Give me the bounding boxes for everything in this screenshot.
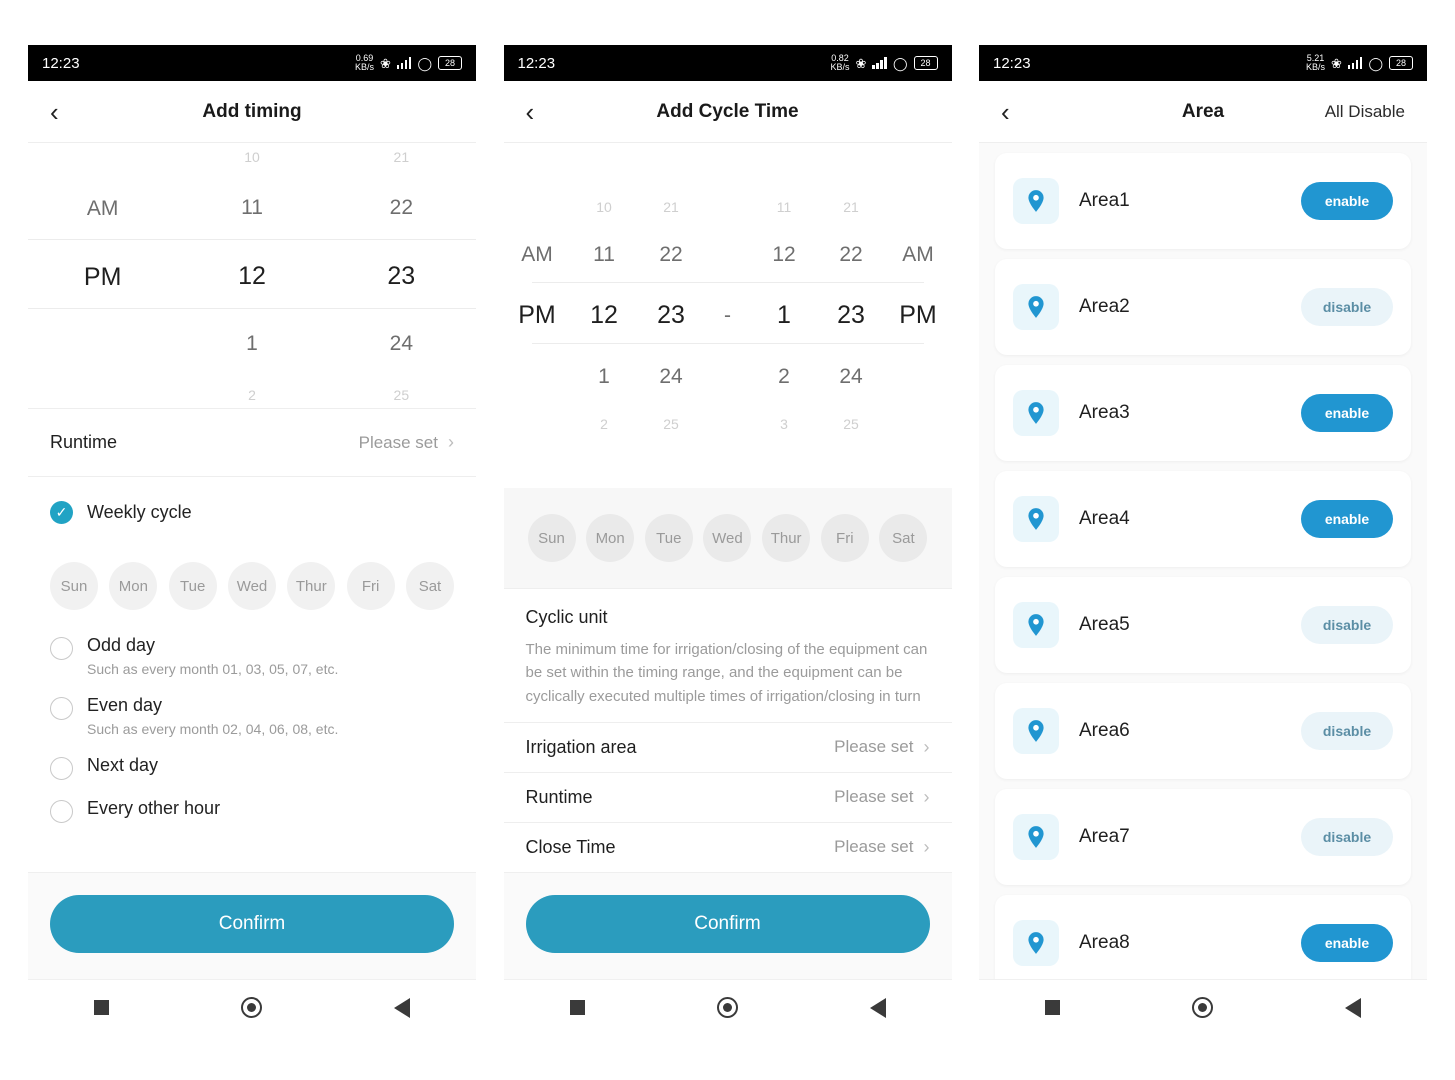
cyclic-unit-title: Cyclic unit — [525, 607, 608, 627]
picker-item[interactable]: 22 — [389, 195, 413, 219]
chevron-left-icon[interactable]: ‹ — [525, 96, 535, 127]
picker-item[interactable]: 3 — [780, 416, 788, 432]
location-pin-icon — [1013, 178, 1059, 224]
title-bar — [28, 81, 476, 143]
weekday-selector[interactable] — [504, 488, 952, 588]
chevron-right-icon: › — [923, 786, 930, 807]
picker-item[interactable]: 21 — [393, 148, 410, 165]
picker-item[interactable]: 25 — [843, 416, 859, 432]
picker-item-selected[interactable]: 23 — [837, 301, 865, 329]
back-icon[interactable] — [1345, 998, 1361, 1018]
chevron-right-icon: › — [923, 836, 930, 857]
weekday-fri[interactable]: Fri — [347, 562, 395, 610]
area-name: Area4 — [1079, 508, 1130, 529]
confirm-button[interactable]: Confirm — [50, 895, 454, 953]
location-pin-icon — [1013, 814, 1059, 860]
row-value: Please set — [834, 787, 914, 807]
status-bar — [979, 45, 1427, 81]
picker-item[interactable]: 10 — [596, 199, 612, 215]
chevron-left-icon[interactable]: ‹ — [1001, 96, 1010, 127]
picker-item-selected[interactable]: PM — [518, 301, 556, 329]
row-label: Close Time — [525, 836, 616, 857]
option-sublabel: Such as every month 01, 03, 05, 07, etc. — [87, 661, 339, 677]
screen2-body — [504, 143, 952, 979]
status-time: 12:23 — [993, 54, 1031, 72]
screen1-body — [28, 143, 476, 979]
picker-range-separator — [705, 143, 751, 488]
option-next-day[interactable] — [50, 746, 454, 789]
picker-column-minute[interactable] — [327, 143, 476, 408]
picker-column-end-meridiem[interactable] — [885, 143, 952, 488]
picker-item[interactable]: 22 — [839, 243, 863, 266]
radio-icon[interactable] — [50, 757, 73, 780]
weekday-mon[interactable]: Mon — [109, 562, 157, 610]
picker-column-end-hour[interactable] — [751, 143, 818, 488]
area-row[interactable] — [995, 365, 1411, 461]
picker-item[interactable]: 24 — [839, 365, 863, 388]
picker-column-start-hour[interactable] — [571, 143, 638, 488]
picker-item[interactable]: 25 — [393, 386, 410, 403]
picker-item[interactable]: 11 — [593, 243, 615, 266]
area-name: Area7 — [1079, 826, 1130, 847]
picker-column-meridiem[interactable] — [28, 143, 177, 408]
radio-icon[interactable] — [50, 637, 73, 660]
battery-icon: 28 — [914, 56, 938, 70]
picker-item-selected[interactable]: 12 — [238, 261, 266, 290]
time-picker[interactable] — [28, 143, 476, 408]
status-time: 12:23 — [517, 54, 556, 72]
status-icons — [355, 54, 462, 73]
back-icon[interactable] — [394, 998, 410, 1018]
home-icon[interactable] — [1192, 997, 1213, 1018]
picker-item[interactable]: 1 — [598, 365, 610, 388]
area-row[interactable] — [995, 895, 1411, 979]
area-state-button[interactable]: disable — [1301, 712, 1393, 750]
picker-item[interactable]: 11 — [241, 195, 263, 219]
row-label: Irrigation area — [525, 736, 637, 757]
picker-item-selected[interactable]: 12 — [590, 301, 618, 329]
row-value: Please set — [834, 837, 914, 857]
area-row[interactable] — [995, 153, 1411, 249]
status-time: 12:23 — [42, 54, 80, 72]
signal-icon — [872, 57, 887, 69]
picker-item[interactable]: 21 — [843, 199, 859, 215]
area-name: Area5 — [1079, 614, 1130, 635]
row-runtime-label: Runtime — [50, 432, 118, 452]
wifi-icon: ◯ — [892, 55, 908, 71]
network-speed-indicator: 0.69 KB/s — [355, 52, 375, 72]
screen-area-list — [979, 45, 1427, 1035]
area-name: Area8 — [1079, 932, 1130, 953]
home-icon[interactable] — [717, 997, 738, 1018]
network-speed-indicator: 0.82 KB/s — [830, 52, 850, 72]
picker-item[interactable]: 25 — [663, 416, 679, 432]
picker-item-selected[interactable]: 23 — [387, 261, 416, 290]
location-pin-icon — [1013, 708, 1059, 754]
area-row[interactable] — [995, 471, 1411, 567]
area-row[interactable] — [995, 789, 1411, 885]
picker-item-selected[interactable]: PM — [83, 263, 122, 292]
area-name: Area1 — [1079, 190, 1130, 211]
location-pin-icon — [1013, 284, 1059, 330]
status-icons — [831, 54, 938, 73]
picker-column-end-minute[interactable] — [818, 143, 885, 488]
separator-label: - — [724, 304, 731, 327]
picker-column-hour[interactable] — [177, 143, 326, 408]
location-pin-icon — [1013, 390, 1059, 436]
home-icon[interactable] — [241, 997, 262, 1018]
weekday-selector[interactable] — [50, 548, 454, 626]
battery-icon: 28 — [438, 56, 462, 70]
cyclic-unit-description: The minimum time for irrigation/closing of the equipment can be set within the timing range, and the equipment can be cyclically executed multiple times of irrigation/closing in turn — [525, 641, 928, 705]
area-state-button[interactable]: disable — [1301, 288, 1393, 326]
wifi-icon: ◯ — [417, 55, 432, 71]
bluetooth-icon: ❀ — [855, 55, 867, 71]
recents-icon[interactable] — [570, 1000, 585, 1015]
recents-icon[interactable] — [94, 1000, 109, 1015]
picker-item[interactable]: 21 — [663, 199, 679, 215]
picker-item[interactable]: 24 — [659, 365, 683, 388]
option-odd-day[interactable] — [50, 626, 454, 686]
picker-item[interactable]: 2 — [600, 416, 608, 432]
signal-icon — [397, 57, 412, 69]
weekday-mon[interactable]: Mon — [586, 514, 634, 562]
area-name: Area2 — [1079, 296, 1130, 317]
radio-icon[interactable] — [50, 800, 73, 823]
status-icons — [1306, 54, 1413, 73]
weekday-tue[interactable]: Tue — [645, 514, 693, 562]
weekday-sun[interactable]: Sun — [50, 562, 98, 610]
weekday-wed[interactable]: Wed — [228, 562, 276, 610]
option-label: Every other hour — [87, 798, 221, 818]
picker-item-selected[interactable]: 23 — [657, 301, 685, 329]
screen-add-cycle-time — [504, 45, 952, 1035]
area-state-button[interactable]: enable — [1301, 500, 1393, 538]
option-every-other-hour[interactable] — [50, 789, 454, 832]
title-bar — [504, 81, 952, 143]
cyclic-unit-block — [504, 588, 952, 722]
all-disable-button[interactable]: All Disable — [1324, 101, 1405, 121]
picker-item[interactable]: 11 — [776, 199, 792, 215]
picker-column-start-meridiem[interactable] — [504, 143, 571, 488]
row-value: Please set — [834, 737, 914, 757]
confirm-area — [28, 872, 476, 979]
option-label: Even day — [87, 695, 163, 715]
weekday-sat[interactable]: Sat — [879, 514, 927, 562]
check-icon: ✓ — [50, 501, 73, 524]
picker-item[interactable]: 2 — [778, 365, 790, 388]
confirm-button[interactable]: Confirm — [526, 895, 930, 953]
confirm-area — [504, 872, 952, 979]
title-bar — [979, 81, 1427, 143]
chevron-left-icon[interactable]: ‹ — [50, 96, 59, 127]
chevron-right-icon: › — [923, 736, 930, 757]
picker-item[interactable]: AM — [902, 243, 934, 266]
row-runtime[interactable] — [504, 772, 952, 822]
area-row[interactable] — [995, 259, 1411, 355]
option-label: Next day — [87, 755, 159, 775]
weekday-thur[interactable]: Thur — [287, 562, 335, 610]
area-name: Area3 — [1079, 402, 1130, 423]
location-pin-icon — [1013, 496, 1059, 542]
page-title: Add timing — [202, 100, 302, 122]
radio-icon[interactable] — [50, 697, 73, 720]
status-bar — [504, 45, 952, 81]
page-title: Area — [1181, 100, 1225, 122]
area-row[interactable] — [995, 577, 1411, 673]
screen-add-timing — [28, 45, 476, 1035]
picker-item-selected[interactable]: PM — [899, 301, 937, 329]
area-state-button[interactable]: enable — [1301, 182, 1393, 220]
signal-icon — [1348, 57, 1363, 69]
weekday-tue[interactable]: Tue — [169, 562, 217, 610]
option-sublabel: Such as every month 02, 04, 06, 08, etc. — [87, 721, 339, 737]
row-runtime-value: Please set — [358, 432, 438, 452]
area-state-button[interactable]: disable — [1301, 818, 1393, 856]
page-title: Add Cycle Time — [656, 100, 799, 122]
row-label: Runtime — [525, 786, 593, 807]
row-runtime[interactable] — [28, 408, 476, 476]
android-nav-bar — [28, 979, 476, 1035]
network-speed-indicator: 5.21 KB/s — [1306, 52, 1326, 72]
recents-icon[interactable] — [1045, 1000, 1060, 1015]
picker-column-start-minute[interactable] — [638, 143, 705, 488]
picker-item[interactable]: 22 — [659, 243, 683, 266]
picker-item-selected[interactable]: 1 — [777, 301, 791, 329]
weekday-fri[interactable]: Fri — [821, 514, 869, 562]
back-icon[interactable] — [870, 998, 886, 1018]
weekly-cycle-label: Weekly cycle — [87, 502, 192, 522]
chevron-right-icon: › — [448, 432, 454, 452]
picker-item[interactable]: 2 — [248, 386, 256, 403]
weekday-sun[interactable]: Sun — [528, 514, 576, 562]
location-pin-icon — [1013, 602, 1059, 648]
battery-icon: 28 — [1389, 56, 1413, 70]
picker-item[interactable]: 24 — [389, 331, 413, 355]
area-row[interactable] — [995, 683, 1411, 779]
option-even-day[interactable] — [50, 686, 454, 746]
weekday-wed[interactable]: Wed — [703, 514, 751, 562]
picker-item[interactable]: 12 — [772, 243, 796, 266]
bluetooth-icon: ❀ — [380, 55, 391, 71]
area-state-button[interactable]: disable — [1301, 606, 1393, 644]
bluetooth-icon: ❀ — [1331, 55, 1342, 71]
area-state-button[interactable]: enable — [1301, 924, 1393, 962]
option-label: Odd day — [87, 635, 156, 655]
location-pin-icon — [1013, 920, 1059, 966]
picker-item[interactable]: AM — [86, 197, 119, 221]
row-close-time[interactable] — [504, 822, 952, 872]
area-state-button[interactable]: enable — [1301, 394, 1393, 432]
weekly-section — [28, 476, 476, 832]
cycle-time-picker[interactable] — [504, 143, 952, 488]
status-bar — [28, 45, 476, 81]
wifi-icon: ◯ — [1368, 55, 1383, 71]
weekday-thur[interactable]: Thur — [762, 514, 810, 562]
picker-item[interactable]: 1 — [246, 331, 258, 355]
area-name: Area6 — [1079, 720, 1130, 741]
android-nav-bar — [979, 979, 1427, 1035]
android-nav-bar — [504, 979, 952, 1035]
picker-item[interactable]: AM — [521, 243, 553, 266]
weekly-cycle-toggle[interactable] — [28, 476, 476, 548]
row-irrigation-area[interactable] — [504, 722, 952, 772]
weekday-sat[interactable]: Sat — [406, 562, 454, 610]
picker-item[interactable]: 10 — [244, 148, 260, 165]
area-list — [979, 143, 1427, 979]
